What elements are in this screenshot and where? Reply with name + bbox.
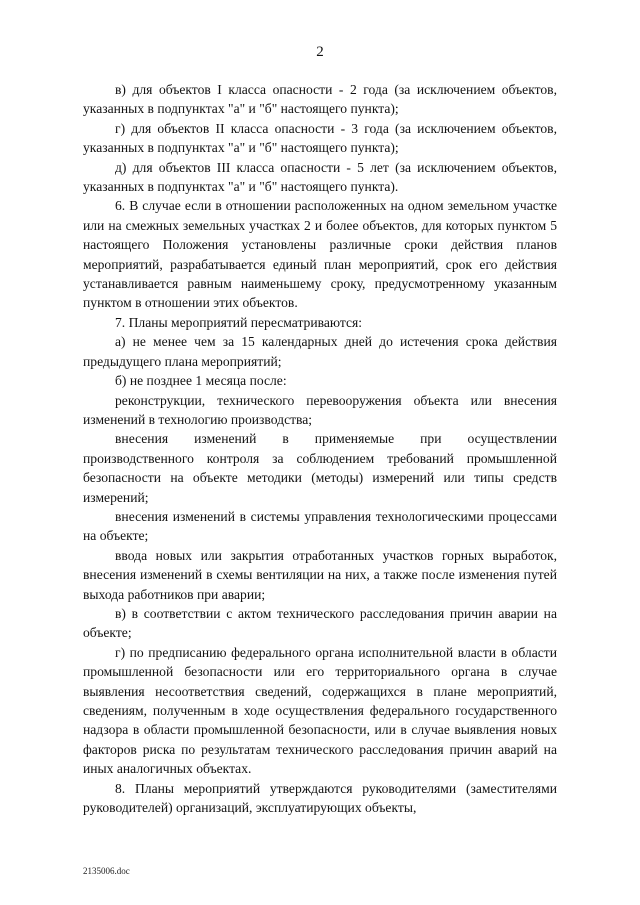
paragraph-reconstruction: реконструкции, технического перевооружения объекта или внесения изменений в технологию производства;	[83, 392, 557, 427]
paragraph-item-a: а) не менее чем за 15 календарных дней до истечения срока действия предыдущего плана мероприятий;	[83, 334, 557, 369]
paragraph-measurement-changes: внесения изменений в применяемые при осуществлении производственного контроля за соблюдением требований промышленной безопасности на объекте методики (методы) измерений или типы средств измерений;	[83, 431, 557, 505]
document-body	[83, 80, 557, 817]
paragraph-item-b: б) не позднее 1 месяца после:	[115, 373, 287, 389]
paragraph-control-systems: внесения изменений в системы управления технологическими процессами на объекте;	[83, 508, 557, 544]
paragraph-mining-sections: ввода новых или закрытия отработанных участков горных выработок, внесения изменений в схемы вентиляции на них, а также после изменения путей выхода работников при аварии;	[83, 547, 557, 602]
paragraph-item-g-class-2: г) для объектов II класса опасности - 3 года (за исключением объектов, указанных в подпунктах "а" и "б" настоящего пункта);	[83, 120, 557, 156]
paragraph-section-8: 8. Планы мероприятий утверждаются руководителями (заместителями руководителей) организаций, эксплуатирующих объекты,	[83, 780, 557, 816]
paragraph-item-v-accident: в) в соответствии с актом технического расследования причин аварии на объекте;	[83, 605, 557, 641]
page-number: 2	[316, 44, 324, 60]
paragraph-section-6: 6. В случае если в отношении расположенных на одном земельном участке или на смежных земельных участках 2 и более объектов, для которых пунктом 5 настоящего Положения установлены различные сроки действия планов мероприятий, разрабатывается единый план мероприятий, срок его действия устанавливается равным наименьшему сроку, предусмотренному указанным пунктом в отношении этих объектов.	[83, 198, 557, 311]
footer-filename: 2135006.doc	[83, 866, 130, 876]
paragraph-section-7: 7. Планы мероприятий пересматриваются:	[115, 314, 363, 330]
paragraph-item-v-class-1: в) для объектов I класса опасности - 2 года (за исключением объектов, указанных в подпунктах "а" и "б" настоящего пункта);	[83, 82, 557, 117]
paragraph-item-d-class-3: д) для объектов III класса опасности - 5 лет (за исключением объектов, указанных в подпунктах "а" и "б" настоящего пункта).	[83, 159, 557, 195]
paragraph-item-g-order: г) по предписанию федерального органа исполнительной власти в области промышленной безопасности или его территориального органа в случае выявления несоответствия сведений, содержащихся в плане мероприятий, сведениям, полученным в ходе осуществления федерального государственного надзора в области промышленной безопасности, или в случае выявления новых факторов риска по результатам технического расследования причин аварий на иных аналогичных объектах.	[83, 644, 557, 777]
